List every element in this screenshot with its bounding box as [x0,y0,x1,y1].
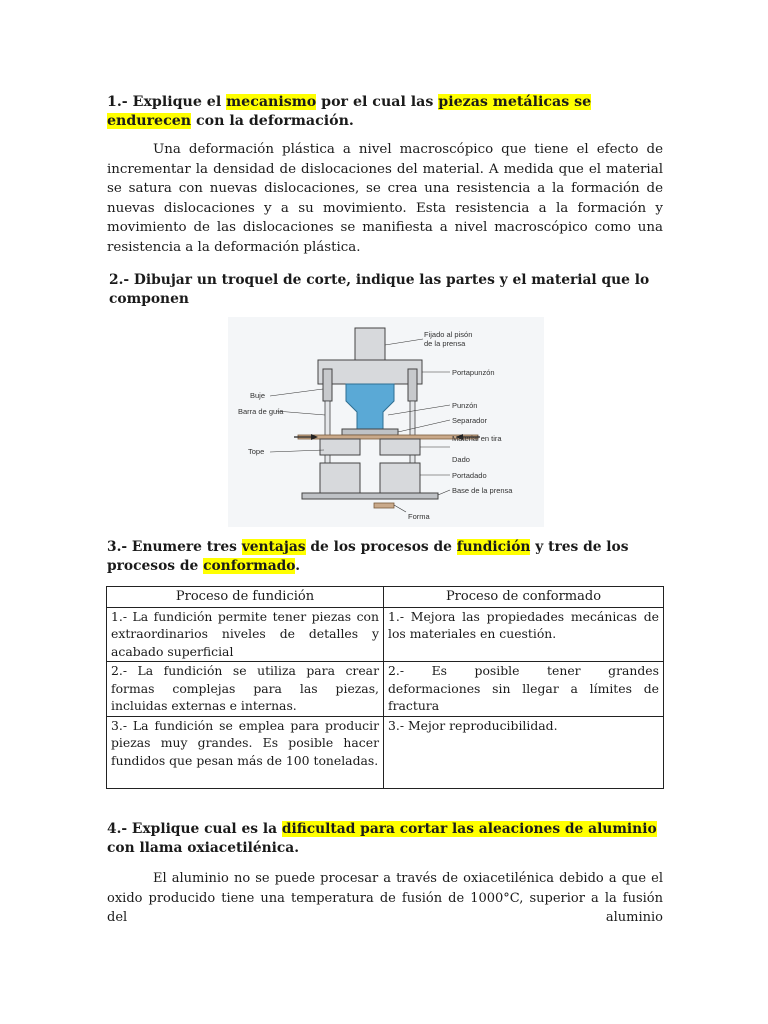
die-cutting-diagram [228,317,544,527]
label-buje: Buje [250,391,266,400]
table-row [107,607,664,662]
comparison-table [106,586,664,789]
table-cell: 1.- Mejora las propiedades mecánicas de los materiales en cuestión. [384,607,664,662]
question-4-heading: 4.- Explique cual es la dificultad para cortar las aleaciones de aluminio con llama oxiacetilénica. [107,821,657,856]
punch-holder [318,360,422,384]
label-tope: Tope [248,447,265,456]
label-separador: Separador [452,416,488,425]
highlight-ventajas: ventajas [241,539,306,555]
label-portadado: Portadado [452,471,487,480]
highlight-mecanismo: mecanismo [226,94,317,110]
question-4-answer: El aluminio no se puede procesar a través de oxiacetilénica debido a que el oxido producido tiene una temperatura de fusión de 1000°C, superior a la fusión del aluminio [107,871,663,925]
table-cell: 2.- La fundición se utiliza para crear formas complejas para las piezas, incluidas externas e internas. [107,662,384,717]
die-holder-right [380,463,420,493]
label-prensa: de la prensa [424,339,466,348]
die-left [320,439,360,455]
highlight-fundicion: fundición [456,539,531,555]
question-2-heading: 2.- Dibujar un troquel de corte, indique las partes y el material que lo componen [109,272,650,307]
label-forma: Forma [408,512,430,521]
formed-part [374,503,394,508]
right-bushing [408,369,417,401]
label-barra: Barra de guía [238,407,284,416]
separator [342,429,398,435]
table-header-row [107,587,664,608]
die-right [380,439,420,455]
label-base: Base de la prensa [452,486,513,495]
ram-block [355,328,385,360]
question-3-heading: 3.- Enumere tres ventajas de los procesos de fundición y tres de los procesos de conformado. [107,539,629,574]
table-row [107,662,664,717]
table-cell: 3.- La fundición se emplea para producir piezas muy grandes. Es posible hacer fundidos que pesan más de 100 toneladas. [107,716,384,788]
left-bushing [323,369,332,401]
label-punzon: Punzón [452,401,478,410]
question-1-heading: 1.- Explique el mecanismo por el cual las piezas metálicas se endurecen con la deformación. [107,94,592,129]
strip-material [298,435,478,439]
question-1-answer: Una deformación plástica a nivel macroscópico que tiene el efecto de incrementar la densidad de dislocaciones del material. A medida que el material se satura con nuevas dislocaciones, se crea una resistencia a la formación de nuevas dislocaciones y a su movimiento. Esta resistencia a la formación y movimiento de las dislocaciones se manifiesta a nivel macroscópico como una resistencia a la deformación plástica. [107,142,663,255]
label-dado: Dado [452,455,470,464]
highlight-conformado: conformado [203,558,296,574]
table-cell: 2.- Es posible tener grandes deformaciones sin llegar a límites de fractura [384,662,664,717]
highlight-dificultad-aluminio: dificultad para cortar las aleaciones de aluminio [281,821,657,837]
table-cell: 1.- La fundición permite tener piezas con extraordinarios niveles de detalles y acabado superficial [107,607,384,662]
table-cell: 3.- Mejor reproducibilidad. [384,716,664,788]
header-fundicion: Proceso de fundición [107,587,384,608]
table-row [107,716,664,788]
die-holder-left [320,463,360,493]
press-base [302,493,438,499]
label-portapunzon: Portapunzón [452,368,495,377]
header-conformado: Proceso de conformado [384,587,664,608]
label-material: Material en tira [452,434,502,443]
label-fijado: Fijado al pisón [424,330,473,339]
highlight-piezas-endurecen: piezas metálicas se endurecen [107,94,592,129]
